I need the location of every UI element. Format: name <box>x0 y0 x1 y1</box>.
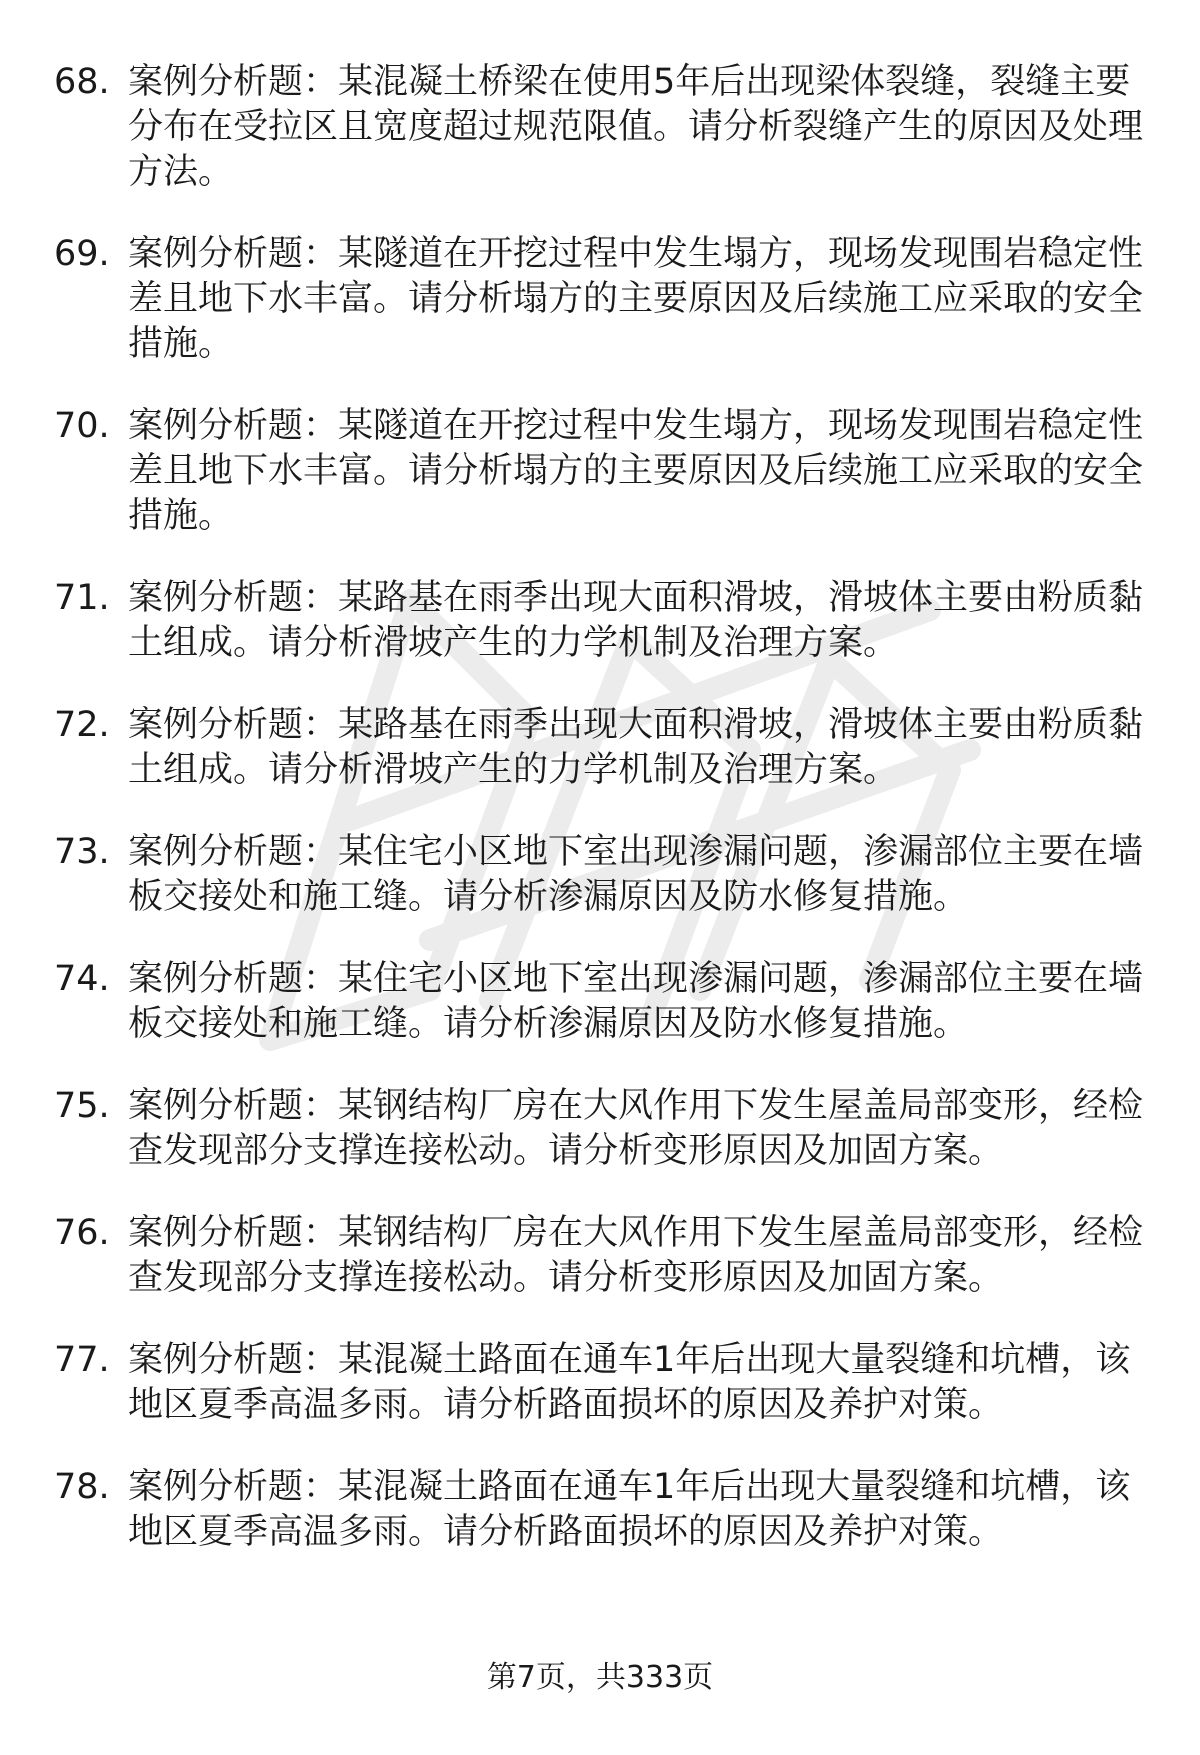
question-item <box>54 1465 1154 1555</box>
question-number: 77. <box>54 1340 110 1380</box>
question-text: 案例分析题：某隧道在开挖过程中发生塌方，现场发现围岩稳定性差且地下水丰富。请分析塌方的主要原因及后续施工应采取的安全措施。 <box>128 234 1144 364</box>
question-text: 案例分析题：某住宅小区地下室出现渗漏问题，渗漏部位主要在墙板交接处和施工缝。请分析渗漏原因及防水修复措施。 <box>128 832 1144 917</box>
question-item <box>54 232 1154 367</box>
question-item <box>54 1211 1154 1301</box>
question-item <box>54 830 1154 920</box>
question-list <box>54 60 1154 1592</box>
question-number: 68. <box>54 62 110 102</box>
question-number: 78. <box>54 1467 110 1507</box>
page-footer: 第7页，共333页 <box>486 1660 714 1695</box>
question-item <box>54 60 1154 195</box>
question-item <box>54 703 1154 793</box>
question-number: 71. <box>54 578 110 618</box>
question-item <box>54 1084 1154 1174</box>
question-number: 76. <box>54 1213 110 1253</box>
question-number: 75. <box>54 1086 110 1126</box>
question-item <box>54 957 1154 1047</box>
question-text: 案例分析题：某钢结构厂房在大风作用下发生屋盖局部变形，经检查发现部分支撑连接松动。请分析变形原因及加固方案。 <box>128 1213 1144 1298</box>
question-text: 案例分析题：某钢结构厂房在大风作用下发生屋盖局部变形，经检查发现部分支撑连接松动。请分析变形原因及加固方案。 <box>128 1086 1144 1171</box>
question-number: 72. <box>54 705 110 745</box>
question-number: 74. <box>54 959 110 999</box>
question-item <box>54 404 1154 539</box>
question-text: 案例分析题：某路基在雨季出现大面积滑坡，滑坡体主要由粉质黏土组成。请分析滑坡产生的力学机制及治理方案。 <box>128 578 1144 663</box>
question-text: 案例分析题：某路基在雨季出现大面积滑坡，滑坡体主要由粉质黏土组成。请分析滑坡产生的力学机制及治理方案。 <box>128 705 1144 790</box>
question-text: 案例分析题：某隧道在开挖过程中发生塌方，现场发现围岩稳定性差且地下水丰富。请分析塌方的主要原因及后续施工应采取的安全措施。 <box>128 406 1144 536</box>
question-number: 69. <box>54 234 110 274</box>
question-number: 70. <box>54 406 110 446</box>
question-number: 73. <box>54 832 110 872</box>
question-item <box>54 1338 1154 1428</box>
question-text: 案例分析题：某混凝土桥梁在使用5年后出现梁体裂缝，裂缝主要分布在受拉区且宽度超过规范限值。请分析裂缝产生的原因及处理方法。 <box>128 62 1144 192</box>
question-text: 案例分析题：某混凝土路面在通车1年后出现大量裂缝和坑槽，该地区夏季高温多雨。请分析路面损坏的原因及养护对策。 <box>128 1467 1131 1552</box>
question-item <box>54 576 1154 666</box>
question-text: 案例分析题：某住宅小区地下室出现渗漏问题，渗漏部位主要在墙板交接处和施工缝。请分析渗漏原因及防水修复措施。 <box>128 959 1144 1044</box>
question-text: 案例分析题：某混凝土路面在通车1年后出现大量裂缝和坑槽，该地区夏季高温多雨。请分析路面损坏的原因及养护对策。 <box>128 1340 1131 1425</box>
